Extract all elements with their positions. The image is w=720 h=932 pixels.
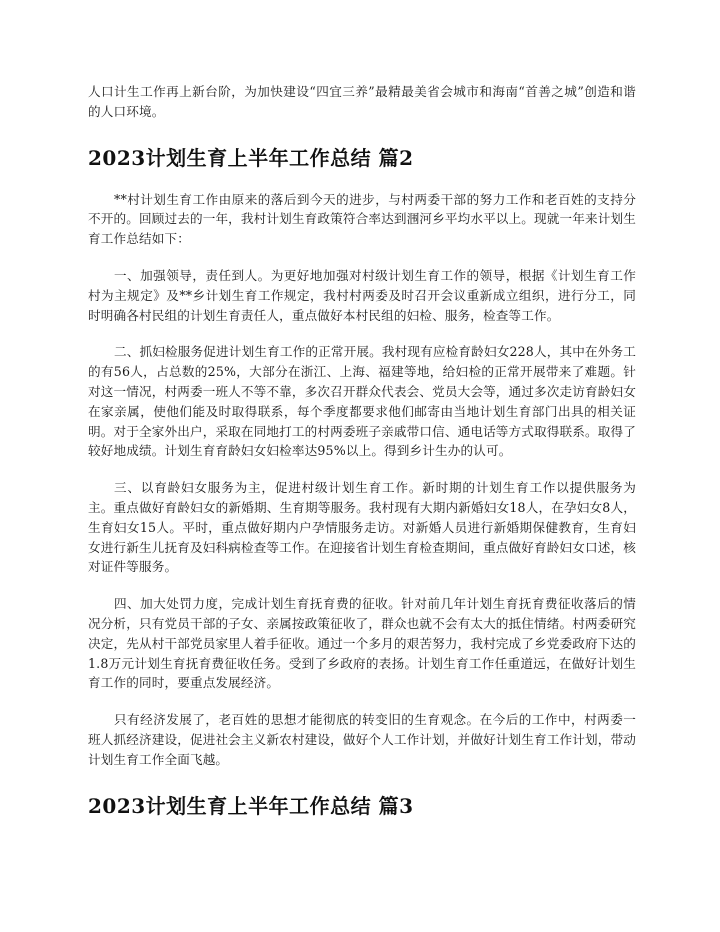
section-2-paragraph-penalty: 四、加大处罚力度，完成计划生育抚育费的征收。针对前几年计划生育抚育费征收落后的情况分析，只有党员干部的子女、亲属按政策征收了，群众也就不会有太大的抵住情绪。村两委研究决定，先从村干部党员家里人着手征收。通过一个多月的艰苦努力，我村完成了乡党委政府下达的1.8万元计划生育抚育费征收任务。受到了乡政府的表扬。计划生育工作任重道远，在做好计划生育工作的同时，要重点发展经济。: [88, 596, 636, 691]
intro-paragraph: 人口计生工作再上新台阶，为加快建设“四宜三养”最精最美省会城市和海南“首善之城”创造和谐的人口环境。: [88, 84, 636, 119]
section-2-paragraph-exam-service: 二、抓妇检服务促进计划生育工作的正常开展。我村现有应检育龄妇女228人，其中在外务工的有56人，占总数的25%，大部分在浙江、上海、福建等地，给妇检的正常开展带来了难题。针对这一情况，村两委一班人不等不靠，多次召开群众代表会、党员大会等，通过多次走访育龄妇女在家亲属，使他们能及时取得联系，每个季度都要求他们邮寄由当地计划生育部门出具的相关证明。对于全家外出户，采取在同地打工的村两委班子亲戚带口信、通电话等方式取得联系。取得了较好地成绩。计划生育育龄妇女妇检率达95%以上。得到乡计生办的认可。: [88, 344, 636, 459]
section-3-heading: 2023计划生育上半年工作总结 篇3: [88, 793, 414, 818]
section-2-paragraph-women-service: 三、以育龄妇女服务为主，促进村级计划生育工作。新时期的计划生育工作以提供服务为主。重点做好育龄妇女的新婚期、生育期等服务。我村现有大期内新婚妇女18人，在孕妇女8人，生育妇女15人。平时，重点做好期内户孕情服务走访。对新婚人员进行新婚期保健教育，生育妇女进行新生儿抚育及妇科病检查等工作。在迎接省计划生育检查期间，重点做好育龄妇女口述，核对证件等服务。: [88, 480, 636, 575]
section-2-paragraph-economy: 只有经济发展了，老百姓的思想才能彻底的转变旧的生育观念。在今后的工作中，村两委一班人抓经济建设，促进社会主义新农村建设，做好个人工作计划，并做好计划生育工作计划，带动计划生育工作全面飞越。: [88, 712, 636, 767]
section-2-heading: 2023计划生育上半年工作总结 篇2: [88, 145, 414, 170]
document-page: [88, 82, 636, 820]
section-2-paragraph-intro: **村计划生育工作由原来的落后到今天的进步，与村两委干部的努力工作和老百姓的支持分不开的。回顾过去的一年，我村计划生育政策符合率达到涠河乡平均水平以上。现就一年来计划生育工作总结如下：: [88, 191, 636, 247]
section-2-paragraph-leadership: 一、加强领导，责任到人。为更好地加强对村级计划生育工作的领导，根据《计划生育工作村为主规定》及**乡计划生育工作规定，我村村两委及时召开会议重新成立组织，进行分工，同时明确各村民组的计划生育责任人，重点做好本村民组的妇检、服务，检查等工作。: [88, 267, 636, 323]
